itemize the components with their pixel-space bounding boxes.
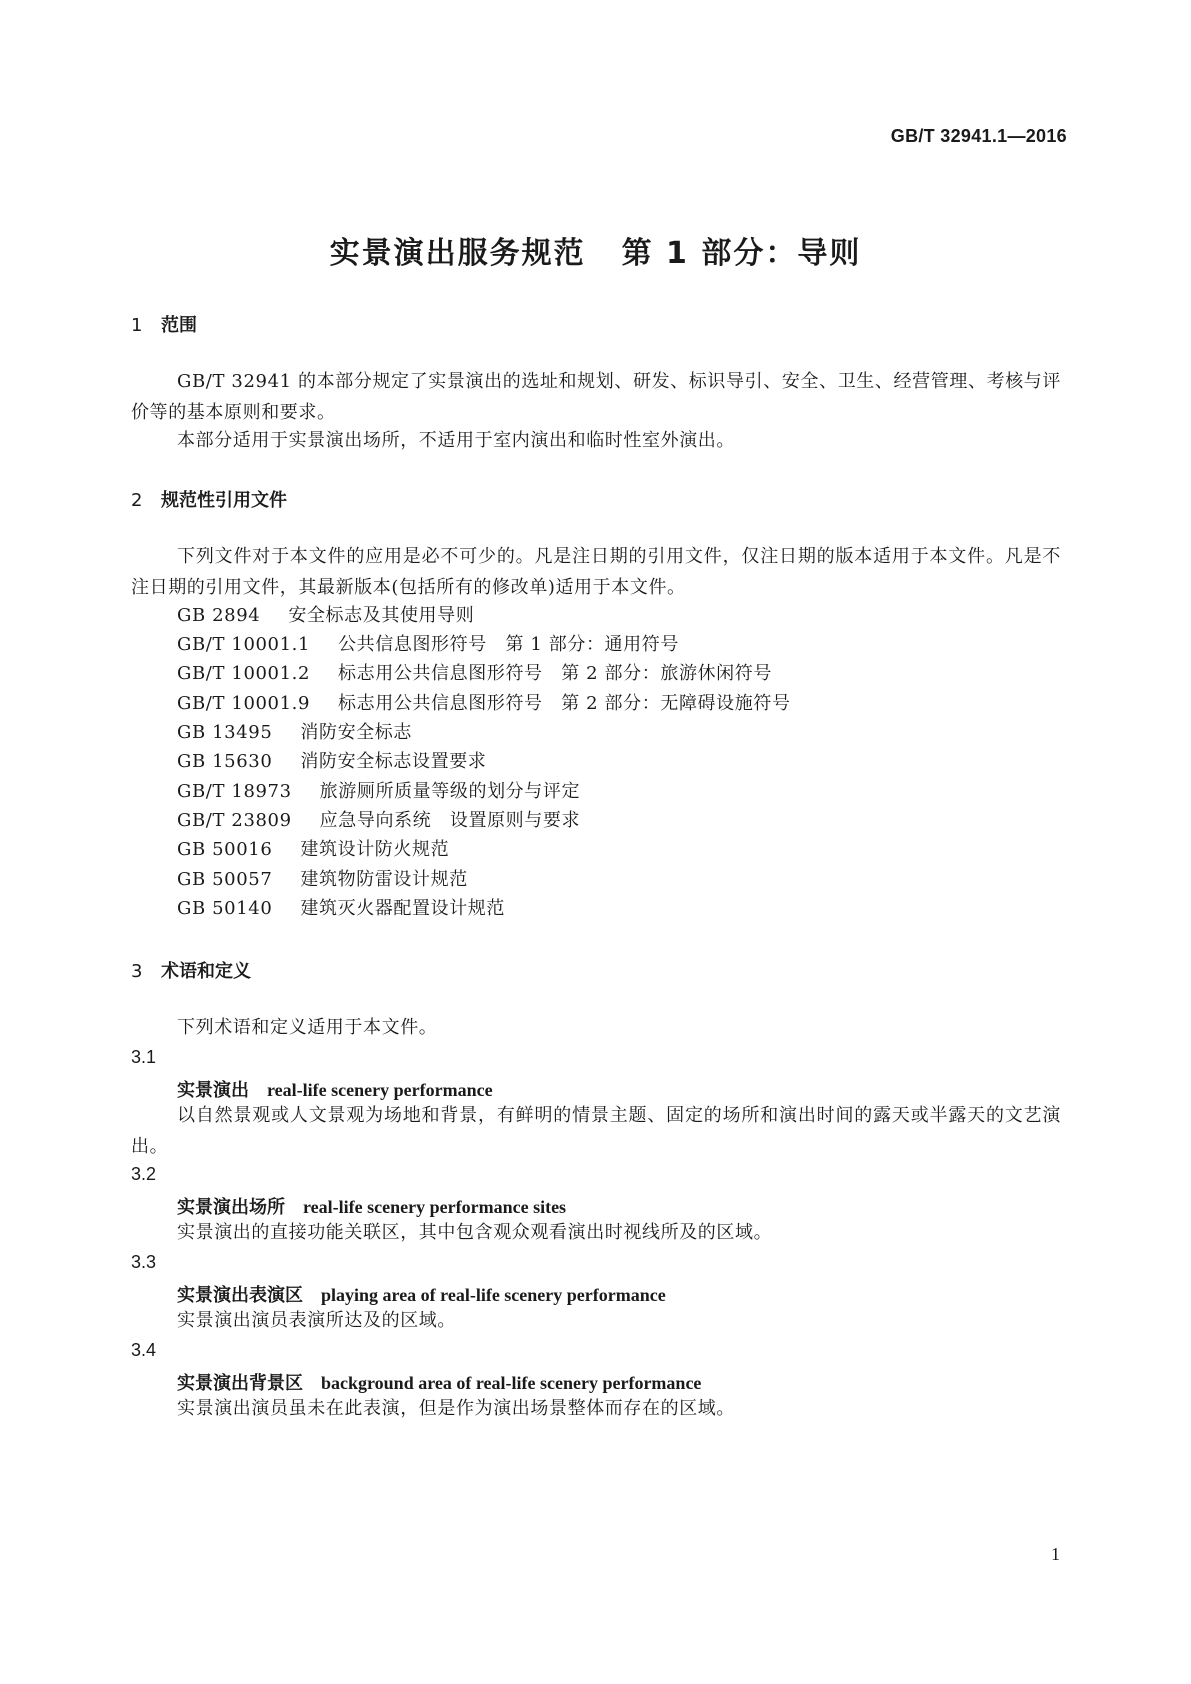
reference-item: GB 2894 安全标志及其使用导则 <box>177 605 475 626</box>
reference-item: GB/T 10001.1 公共信息图形符号 第 1 部分：通用符号 <box>177 634 679 655</box>
section-1-heading: 1 范围 <box>131 315 197 336</box>
term-number: 3.4 <box>131 1340 157 1360</box>
term-heading: 实景演出表演区 playing area of real-life scenery performance <box>177 1285 666 1306</box>
reference-item: GB/T 23809 应急导向系统 设置原则与要求 <box>177 810 581 831</box>
reference-item: GB/T 18973 旅游厕所质量等级的划分与评定 <box>177 781 581 802</box>
standard-code: GB/T 32941.1—2016 <box>890 126 1067 146</box>
term-number: 3.2 <box>131 1164 157 1184</box>
section-2-intro: 下列文件对于本文件的应用是必不可少的。凡是注日期的引用文件，仅注日期的版本适用于本文件。凡是不注日期的引用文件，其最新版本(包括所有的修改单)适用于本文件。 <box>131 546 1061 598</box>
term-definition: 实景演出的直接功能关联区，其中包含观众观看演出时视线所及的区域。 <box>177 1222 773 1243</box>
title-part: 第 1 部分：导则 <box>621 236 862 271</box>
reference-item: GB 15630 消防安全标志设置要求 <box>177 751 487 772</box>
section-2-heading: 2 规范性引用文件 <box>131 490 287 511</box>
term-heading: 实景演出 real-life scenery performance <box>177 1080 493 1101</box>
term-definition: 实景演出演员虽未在此表演，但是作为演出场景整体而存在的区域。 <box>177 1398 735 1419</box>
section-1-paragraph-2: 本部分适用于实景演出场所，不适用于室内演出和临时性室外演出。 <box>177 430 735 451</box>
section-3-intro: 下列术语和定义适用于本文件。 <box>177 1017 438 1038</box>
term-definition: 以自然景观或人文景观为场地和背景，有鲜明的情景主题、固定的场所和演出时间的露天或半露天的文艺演出。 <box>131 1105 1061 1157</box>
section-1-paragraph-1: GB/T 32941 的本部分规定了实景演出的选址和规划、研发、标识导引、安全、卫生、经营管理、考核与评价等的基本原则和要求。 <box>131 371 1061 423</box>
section-3-heading: 3 术语和定义 <box>131 961 251 982</box>
reference-item: GB 13495 消防安全标志 <box>177 722 412 743</box>
title-main: 实景演出服务规范 <box>329 236 586 271</box>
reference-item: GB 50140 建筑灭火器配置设计规范 <box>177 898 505 919</box>
term-number: 3.1 <box>131 1047 157 1067</box>
reference-item: GB/T 10001.9 标志用公共信息图形符号 第 2 部分：无障碍设施符号 <box>177 693 791 714</box>
page-number: 1 <box>1051 1544 1060 1564</box>
reference-item: GB 50016 建筑设计防火规范 <box>177 839 450 860</box>
reference-item: GB 50057 建筑物防雷设计规范 <box>177 869 468 890</box>
term-heading: 实景演出场所 real-life scenery performance sites <box>177 1197 567 1218</box>
term-number: 3.3 <box>131 1252 157 1272</box>
term-definition: 实景演出演员表演所达及的区域。 <box>177 1310 456 1331</box>
reference-item: GB/T 10001.2 标志用公共信息图形符号 第 2 部分：旅游休闲符号 <box>177 663 772 684</box>
document-title <box>0 228 1191 272</box>
term-heading: 实景演出背景区 background area of real-life scenery performance <box>177 1373 702 1394</box>
